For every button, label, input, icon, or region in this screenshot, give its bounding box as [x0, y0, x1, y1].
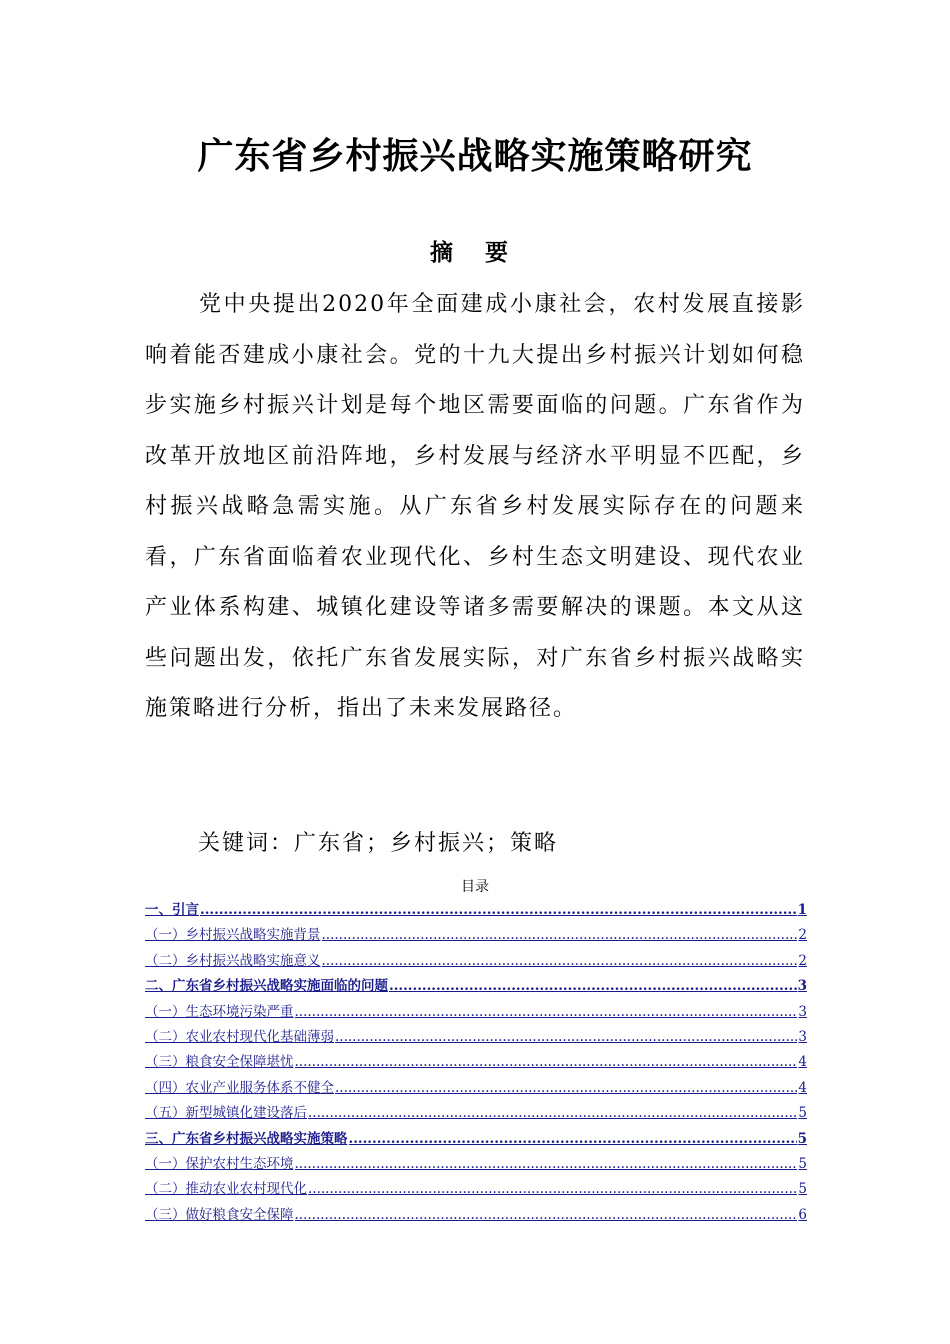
document-title: 广东省乡村振兴战略实施策略研究: [197, 136, 753, 177]
toc-entry-page: 6: [798, 1206, 807, 1223]
toc-entry[interactable]: [145, 1078, 807, 1103]
toc-entry[interactable]: [145, 1027, 807, 1052]
toc-leader-dots: [295, 1052, 798, 1072]
toc-leader-dots: [295, 1205, 798, 1225]
toc-leader-dots: [295, 1002, 798, 1022]
abstract-body: 党中央提出2020年全面建成小康社会，农村发展直接影响着能否建成小康社会。党的十九大提出乡村振兴计划如何稳步实施乡村振兴计划是每个地区需要面临的问题。广东省作为改革开放地区前沿阵地，乡村发展与经济水平明显不匹配，乡村振兴战略急需实施。从广东省乡村发展实际存在的问题来看，广东省面临着农业现代化、乡村生态文明建设、现代农业产业体系构建、城镇化建设等诸多需要解决的课题。本文从这些问题出发，依托广东省发展实际，对广东省乡村振兴战略实施策略进行分析，指出了未来发展路径。: [145, 292, 805, 721]
toc-entry[interactable]: [145, 900, 807, 925]
toc-entry-label: （二）乡村振兴战略实施意义: [145, 952, 321, 969]
toc-entry-label: （一）保护农村生态环境: [145, 1155, 294, 1172]
toc-leader-dots: [308, 1179, 797, 1199]
toc-entry-page: 4: [798, 1079, 807, 1096]
toc-entry[interactable]: [145, 1002, 807, 1027]
toc-entry-page: 5: [798, 1155, 807, 1172]
toc-leader-dots: [335, 1027, 797, 1047]
toc-leader-dots: [322, 925, 798, 945]
toc-leader-dots: [335, 1078, 797, 1098]
toc-entry-label: （三）粮食安全保障堪忧: [145, 1054, 294, 1071]
toc-entry-label: （一）乡村振兴战略实施背景: [145, 927, 321, 944]
toc-entry[interactable]: [145, 1052, 807, 1077]
toc-entry[interactable]: [145, 1129, 807, 1154]
toc-entry-page: 3: [798, 1028, 807, 1045]
toc-entry-label: （五）新型城镇化建设落后: [145, 1105, 307, 1122]
toc-leader-dots: [295, 1154, 798, 1174]
toc-entry-label: （二）推动农业农村现代化: [145, 1181, 307, 1198]
toc-entry[interactable]: [145, 1179, 807, 1204]
toc-entry[interactable]: [145, 976, 807, 1001]
toc-leader-dots: [349, 1129, 797, 1149]
toc-entry[interactable]: [145, 1103, 807, 1128]
keywords: 关键词：广东省；乡村振兴；策略: [198, 831, 559, 856]
table-of-contents: [145, 900, 807, 1230]
toc-entry[interactable]: [145, 1205, 807, 1230]
toc-entry-label: 三、广东省乡村振兴战略实施策略: [145, 1130, 348, 1147]
toc-leader-dots: [200, 900, 797, 920]
toc-leader-dots: [308, 1103, 797, 1123]
toc-entry[interactable]: [145, 925, 807, 950]
toc-entry-page: 3: [797, 978, 807, 995]
toc-entry-label: 一、引言: [145, 902, 199, 918]
toc-leader-dots: [322, 951, 798, 971]
toc-entry-page: 4: [798, 1054, 807, 1071]
toc-entry-label: 二、广东省乡村振兴战略实施面临的问题: [145, 978, 388, 995]
toc-entry[interactable]: [145, 951, 807, 976]
toc-entry-page: 5: [798, 1181, 807, 1198]
toc-entry-page: 5: [798, 1105, 807, 1122]
toc-title: 目录: [461, 879, 489, 895]
toc-entry[interactable]: [145, 1154, 807, 1179]
toc-entry-page: 5: [797, 1130, 807, 1147]
toc-entry-label: （一）生态环境污染严重: [145, 1003, 294, 1020]
toc-entry-page: 2: [798, 927, 807, 944]
toc-entry-page: 3: [798, 1003, 807, 1020]
toc-entry-page: 1: [797, 902, 807, 918]
toc-entry-label: （三）做好粮食安全保障: [145, 1206, 294, 1223]
toc-entry-label: （二）农业农村现代化基础薄弱: [145, 1028, 334, 1045]
toc-entry-label: （四）农业产业服务体系不健全: [145, 1079, 334, 1096]
toc-leader-dots: [389, 976, 797, 996]
toc-entry-page: 2: [798, 952, 807, 969]
abstract-heading: 摘 要: [429, 239, 520, 266]
